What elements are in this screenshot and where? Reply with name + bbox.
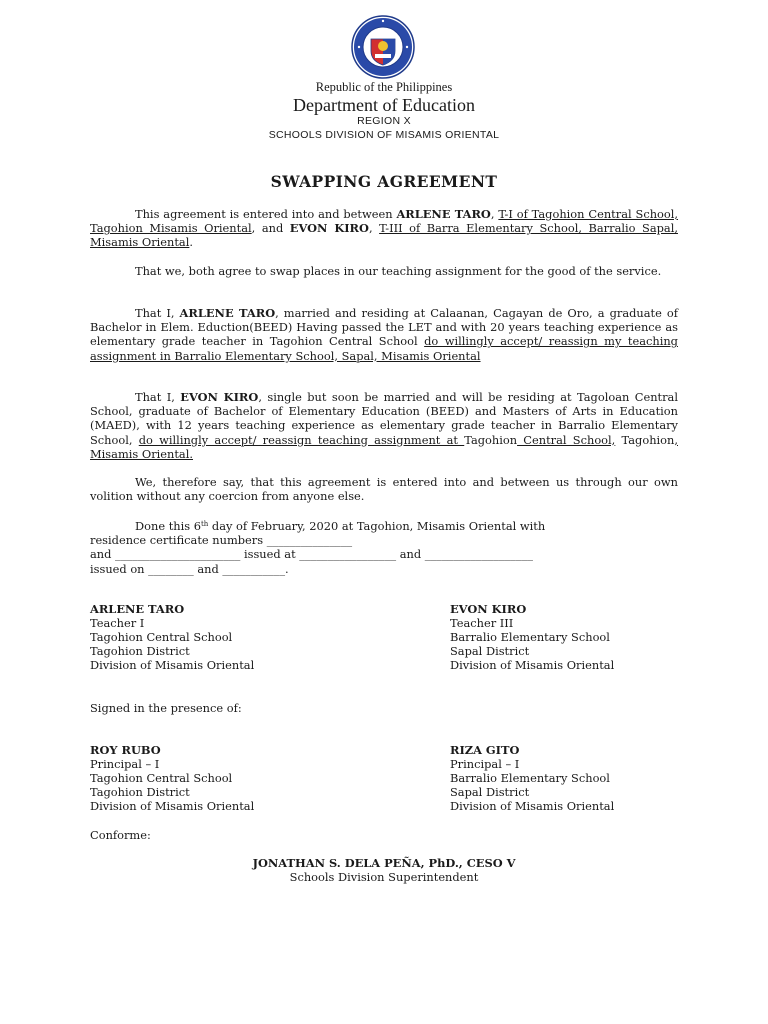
deped-seal-icon — [351, 15, 415, 79]
region-line: REGION X — [357, 115, 411, 127]
signatory-right: EVON KIRO Teacher III Barralio Elementary School Sapal District Division of Misamis Oriental — [450, 602, 615, 672]
paragraph-parties: This agreement is entered into and between ARLENE TARO, T-I of Tagohion Central School, Tagohion Misamis Oriental, and EVON KIRO, T-III of Barra Elementary School, Barralio Sapal, Misamis Oriental. — [90, 207, 679, 250]
signatory-name: ARLENE TARO — [90, 602, 185, 616]
republic-line: Republic of the Philippines — [315, 80, 453, 94]
witness-name: ROY RUBO — [90, 743, 161, 757]
paragraph-agreement: That we, both agree to swap places in our teaching assignment for the good of the service. — [135, 264, 662, 278]
paragraph-done-this: Done this 6th day of February, 2020 at Tagohion, Misamis Oriental with residence certificate numbers _______________ and ______________________ issued at _________________ and ___________________ issued on ________ and ___________. — [90, 519, 546, 576]
paragraph-second-party: That I, EVON KIRO, single but soon be married and will be residing at Tagoloan Central School, graduate of Bachelor of Elementary Education (BEED) and Masters of Arts in Education (MAED), with 12 years teaching experience as elementary grade teacher in Barralio Elementary School, do willingly accept/ reassign teaching assignment at Tagohion Central School, Tagohion, Misamis Oriental. — [90, 390, 678, 461]
presence-line: Signed in the presence of: — [90, 701, 242, 715]
witness-right: RIZA GITO Principal – I Barralio Elementary School Sapal District Division of Misamis Oriental — [450, 743, 615, 813]
signatory-left: ARLENE TARO Teacher I Tagohion Central School Tagohion District Division of Misamis Oriental — [90, 602, 255, 672]
conforme-label: Conforme: — [90, 828, 151, 842]
superintendent-name: JONATHAN S. DELA PEÑA, PhD., CESO V — [252, 856, 516, 870]
signatory-name: EVON KIRO — [450, 602, 527, 616]
party-role: T-III of Barra Elementary School, Barralio Sapal, Misamis Oriental — [90, 221, 678, 250]
witness-left: ROY RUBO Principal – I Tagohion Central School Tagohion District Division of Misamis Oriental — [90, 743, 255, 813]
paragraph-volition: We, therefore say, that this agreement is entered into and between us through our own volition without any coercion from anyone else. — [90, 475, 678, 504]
document-title: SWAPPING AGREEMENT — [270, 172, 498, 191]
party-name: EVON KIRO — [289, 221, 369, 236]
superintendent-title: Schools Division Superintendent — [289, 870, 479, 884]
party-name: ARLENE TARO — [396, 207, 491, 221]
witness-name: RIZA GITO — [450, 743, 520, 757]
department-name: Department of Education — [293, 95, 475, 115]
division-line: SCHOOLS DIVISION OF MISAMIS ORIENTAL — [268, 129, 500, 141]
party-role: T-I of Tagohion Central School, Tagohion Misamis Oriental — [90, 207, 679, 236]
paragraph-first-party: That I, ARLENE TARO, married and residing at Calaanan, Cagayan de Oro, a graduate of Bachelor in Elem. Eduction(BEED) Having passed the LET and with 20 years teaching experience as elementary grade teacher in Tagohion Central School do willingly accept/ reassign my teaching assignment in Barralio Elementary School, Sapal, Misamis Oriental — [90, 306, 678, 363]
